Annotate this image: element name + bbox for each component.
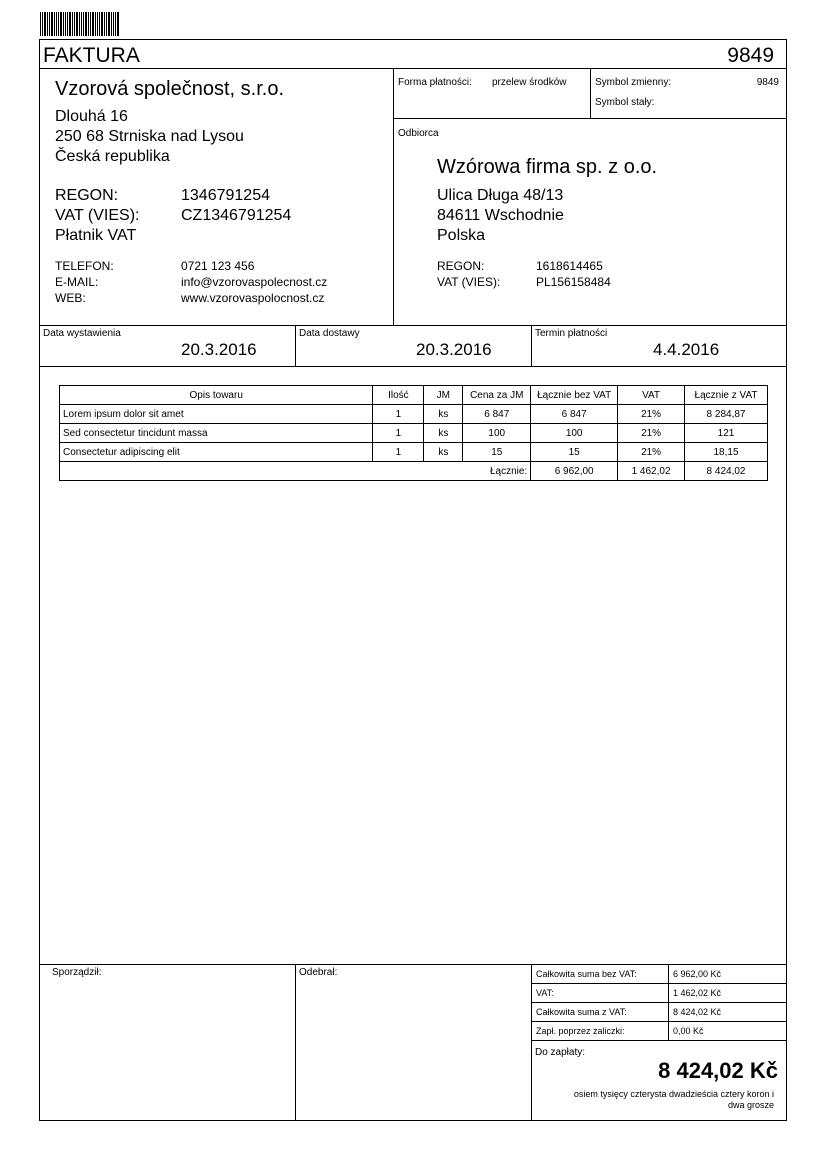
prepared-by-label: Sporządził:	[52, 967, 102, 978]
header-divider	[39, 68, 787, 69]
seller-street: Dlouhá 16	[55, 108, 128, 125]
variable-symbol-label: Symbol zmienny:	[595, 77, 672, 88]
delivery-date: 20.3.2016	[416, 340, 492, 359]
column-header: JM	[424, 386, 463, 405]
payment-symbol-divider	[590, 69, 591, 119]
seller-regon: 1346791254	[181, 187, 270, 204]
table-row	[60, 443, 768, 462]
issue-date-label: Data wystawienia	[43, 328, 121, 339]
table-row	[60, 405, 768, 424]
item-net-total: 100	[531, 424, 618, 443]
sum-gross-value: 8 424,02 Kč	[669, 1003, 787, 1022]
item-gross-total: 18,15	[685, 443, 768, 462]
items-total-vat: 1 462,02	[618, 462, 685, 481]
buyer-vat: PL156158484	[536, 275, 611, 289]
column-header: Cena za JM	[463, 386, 531, 405]
buyer-section-label: Odbiorca	[398, 128, 439, 139]
item-unit: ks	[424, 443, 463, 462]
summary-table	[531, 964, 787, 1041]
to-pay-words-line-2: dwa grosze	[727, 1100, 774, 1110]
sum-net-label: Całkowita suma bez VAT:	[532, 965, 669, 984]
column-header: Opis towaru	[60, 386, 373, 405]
invoice-number: 9849	[727, 44, 774, 67]
seller-web-label: WEB:	[55, 291, 86, 305]
buyer-vat-label: VAT (VIES):	[437, 275, 501, 289]
buyer-regon-label: REGON:	[437, 259, 485, 273]
sum-gross-label: Całkowita suma z VAT:	[532, 1003, 669, 1022]
to-pay-amount: 8 424,02 Kč	[658, 1058, 778, 1083]
buyer-country: Polska	[437, 227, 486, 244]
item-net-total: 15	[531, 443, 618, 462]
seller-buyer-divider	[393, 69, 394, 325]
seller-name: Vzorová společnost, s.r.o.	[55, 78, 285, 100]
barcode-graphic	[40, 12, 120, 36]
delivery-date-label: Data dostawy	[299, 328, 360, 339]
item-unit: ks	[424, 405, 463, 424]
items-total-row	[60, 462, 768, 481]
buyer-street: Ulica Długa 48/13	[437, 187, 564, 204]
items-total-net: 6 962,00	[531, 462, 618, 481]
dates-bottom-divider	[39, 366, 787, 367]
seller-email-label: E-MAIL:	[55, 275, 99, 289]
advance-value: 0,00 Kč	[669, 1022, 787, 1041]
to-pay-label: Do zapłaty:	[535, 1047, 586, 1058]
sum-net-value: 6 962,00 Kč	[669, 965, 787, 984]
footer-divider-1	[295, 964, 296, 1121]
seller-country: Česká republika	[55, 148, 170, 165]
invoice-frame	[39, 39, 787, 1121]
item-quantity: 1	[373, 443, 424, 462]
to-pay-words-line-1: osiem tysięcy czterysta dwadzieścia cztery koron i	[573, 1089, 774, 1099]
seller-web: www.vzorovaspolocnost.cz	[181, 291, 325, 305]
items-header-row	[60, 386, 768, 405]
seller-regon-label: REGON:	[55, 187, 119, 204]
item-unit-price: 6 847	[463, 405, 531, 424]
advance-label: Zapł. poprzez zaliczki:	[532, 1022, 669, 1041]
item-description: Consectetur adipiscing elit	[60, 443, 373, 462]
column-header: Łącznie bez VAT	[531, 386, 618, 405]
items-total-gross: 8 424,02	[685, 462, 768, 481]
invoice-title: FAKTURA	[43, 44, 140, 67]
due-date-label: Termin płatności	[535, 328, 608, 339]
summary-row	[532, 984, 787, 1003]
column-header: Łącznie z VAT	[685, 386, 768, 405]
seller-vat-status: Płatnik VAT	[55, 227, 137, 244]
seller-email: info@vzorovaspolecnost.cz	[181, 275, 328, 289]
seller-city: 250 68 Strniska nad Lysou	[55, 128, 244, 145]
item-quantity: 1	[373, 424, 424, 443]
item-unit-price: 15	[463, 443, 531, 462]
seller-phone-label: TELEFON:	[55, 259, 114, 273]
summary-row	[532, 1022, 787, 1041]
received-by-label: Odebrał:	[299, 967, 338, 978]
sum-vat-value: 1 462,02 Kč	[669, 984, 787, 1003]
buyer-city: 84611 Wschodnie	[437, 207, 564, 224]
item-gross-total: 121	[685, 424, 768, 443]
items-total-label: Łącznie:	[60, 462, 531, 481]
column-header: Ilość	[373, 386, 424, 405]
items-table	[59, 385, 768, 481]
item-quantity: 1	[373, 405, 424, 424]
summary-row	[532, 965, 787, 984]
issue-date: 20.3.2016	[181, 340, 257, 359]
buyer-regon: 1618614465	[536, 259, 603, 273]
variable-symbol: 9849	[756, 77, 779, 88]
item-vat-rate: 21%	[618, 443, 685, 462]
payment-divider	[393, 118, 787, 119]
dates-divider-2	[531, 325, 532, 366]
seller-phone: 0721 123 456	[181, 259, 255, 273]
sum-vat-label: VAT:	[532, 984, 669, 1003]
item-unit: ks	[424, 424, 463, 443]
summary-row	[532, 1003, 787, 1022]
seller-vat-label: VAT (VIES):	[55, 207, 140, 224]
dates-top-divider	[39, 325, 787, 326]
item-vat-rate: 21%	[618, 405, 685, 424]
item-unit-price: 100	[463, 424, 531, 443]
payment-method-label: Forma płatności:	[398, 77, 472, 88]
buyer-name: Wzórowa firma sp. z o.o.	[437, 156, 658, 178]
constant-symbol-label: Symbol stały:	[595, 97, 655, 108]
column-header: VAT	[618, 386, 685, 405]
table-row	[60, 424, 768, 443]
due-date: 4.4.2016	[653, 340, 720, 359]
dates-divider-1	[295, 325, 296, 366]
payment-method: przelew środków	[492, 77, 567, 88]
item-vat-rate: 21%	[618, 424, 685, 443]
item-gross-total: 8 284,87	[685, 405, 768, 424]
item-description: Lorem ipsum dolor sit amet	[60, 405, 373, 424]
seller-vat: CZ1346791254	[181, 207, 292, 224]
item-net-total: 6 847	[531, 405, 618, 424]
item-description: Sed consectetur tincidunt massa	[60, 424, 373, 443]
